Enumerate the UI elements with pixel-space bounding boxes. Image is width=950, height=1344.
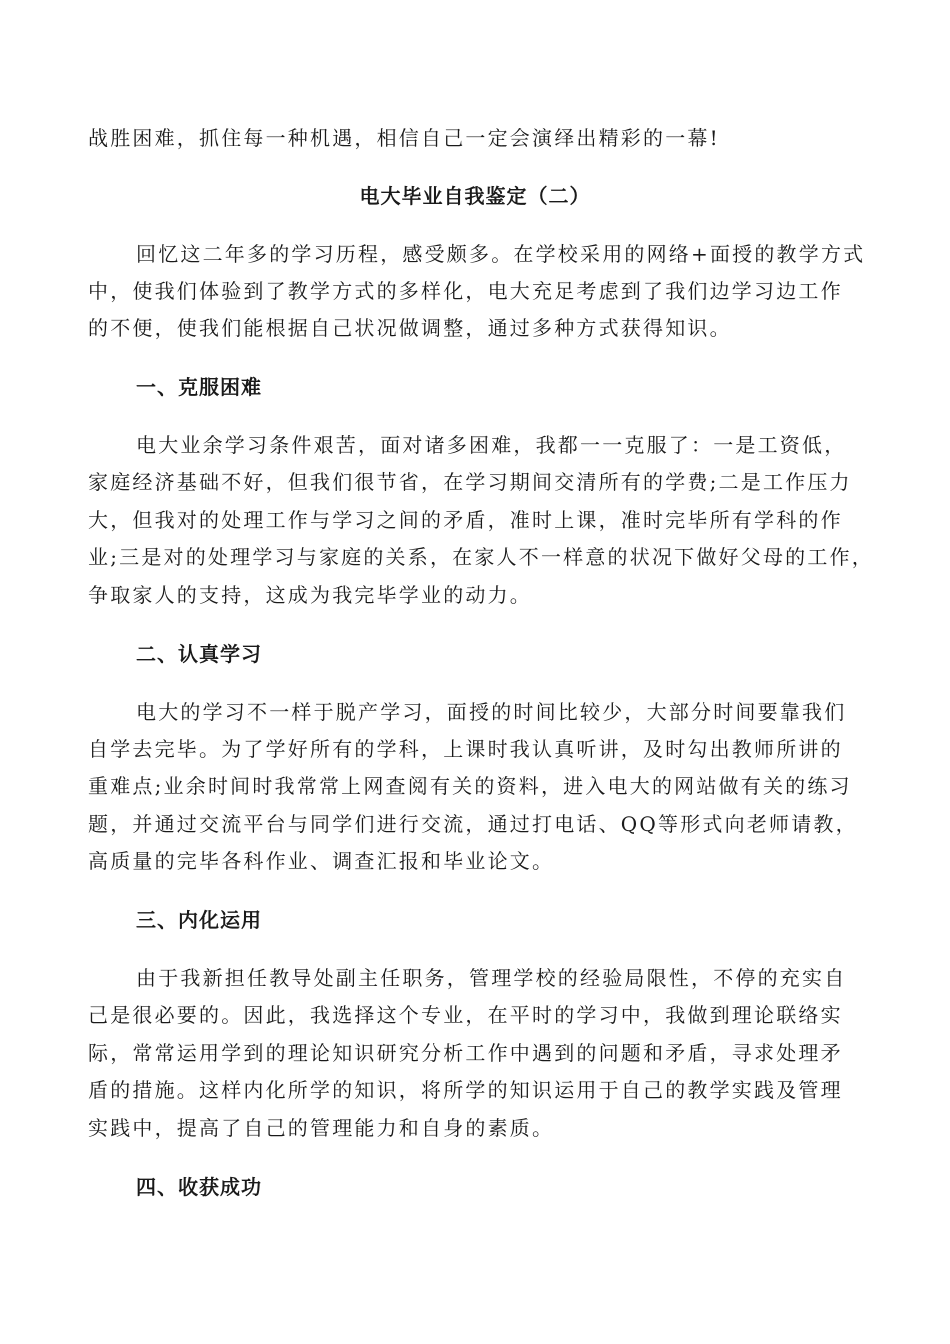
- paragraph-2-line-1: 电大业余学习条件艰苦，面对诸多困难，我都一一克服了：一是工资低，: [136, 433, 847, 457]
- section-heading-3: 三、内化运用: [136, 908, 262, 932]
- paragraph-3-line-4: 题，并通过交流平台与同学们进行交流，通过打电话、QQ等形式向老师请教，: [88, 812, 858, 836]
- section-heading-1: 一、克服困难: [136, 375, 262, 399]
- paragraph-4-line-5: 实践中，提高了自己的管理能力和自身的素质。: [88, 1116, 555, 1140]
- paragraph-4-line-3: 际，常常运用学到的理论知识研究分析工作中遇到的问题和矛盾，寻求处理矛: [88, 1041, 843, 1065]
- paragraph-3-line-5: 高质量的完毕各科作业、调查汇报和毕业论文。: [88, 849, 555, 873]
- paragraph-1-line-1: 回忆这二年多的学习历程，感受颇多。在学校采用的网络+面授的教学方式: [136, 242, 866, 266]
- paragraph-2-line-2: 家庭经济基础不好，但我们很节省，在学习期间交清所有的学费;二是工作压力: [88, 470, 852, 494]
- paragraph-4-line-2: 己是很必要的。因此，我选择这个专业，在平时的学习中，我做到理论联络实: [88, 1003, 843, 1027]
- paragraph-3-line-3: 重难点;业余时间时我常常上网查阅有关的资料，进入电大的网站做有关的练习: [88, 774, 852, 798]
- paragraph-2-line-5: 争取家人的支持，这成为我完毕学业的动力。: [88, 583, 532, 607]
- paragraph-1-line-3: 的不便，使我们能根据自己状况做调整，通过多种方式获得知识。: [88, 316, 732, 340]
- section-heading-2: 二、认真学习: [136, 642, 262, 666]
- paragraph-4-line-4: 盾的措施。这样内化所学的知识，将所学的知识运用于自己的教学实践及管理: [88, 1078, 843, 1102]
- paragraph-2-line-4: 业;三是对的处理学习与家庭的关系，在家人不一样意的状况下做好父母的工作，: [88, 545, 874, 569]
- paragraph-3-line-1: 电大的学习不一样于脱产学习，面授的时间比较少，大部分时间要靠我们: [136, 700, 847, 724]
- paragraph-3-line-2: 自学去完毕。为了学好所有的学科，上课时我认真听讲，及时勾出教师所讲的: [88, 737, 843, 761]
- intro-tail-line: 战胜困难，抓住每一种机遇，相信自己一定会演绎出精彩的一幕!: [88, 126, 720, 150]
- paragraph-2-line-3: 大，但我对的处理工作与学习之间的矛盾，准时上课，准时完毕所有学科的作: [88, 508, 843, 532]
- document-title: 电大毕业自我鉴定（二）: [359, 184, 591, 208]
- paragraph-4-line-1: 由于我新担任教导处副主任职务，管理学校的经验局限性，不停的充实自: [136, 966, 847, 990]
- section-heading-4: 四、收获成功: [136, 1175, 262, 1199]
- paragraph-1-line-2: 中，使我们体验到了教学方式的多样化，电大充足考虑到了我们边学习边工作: [88, 279, 843, 303]
